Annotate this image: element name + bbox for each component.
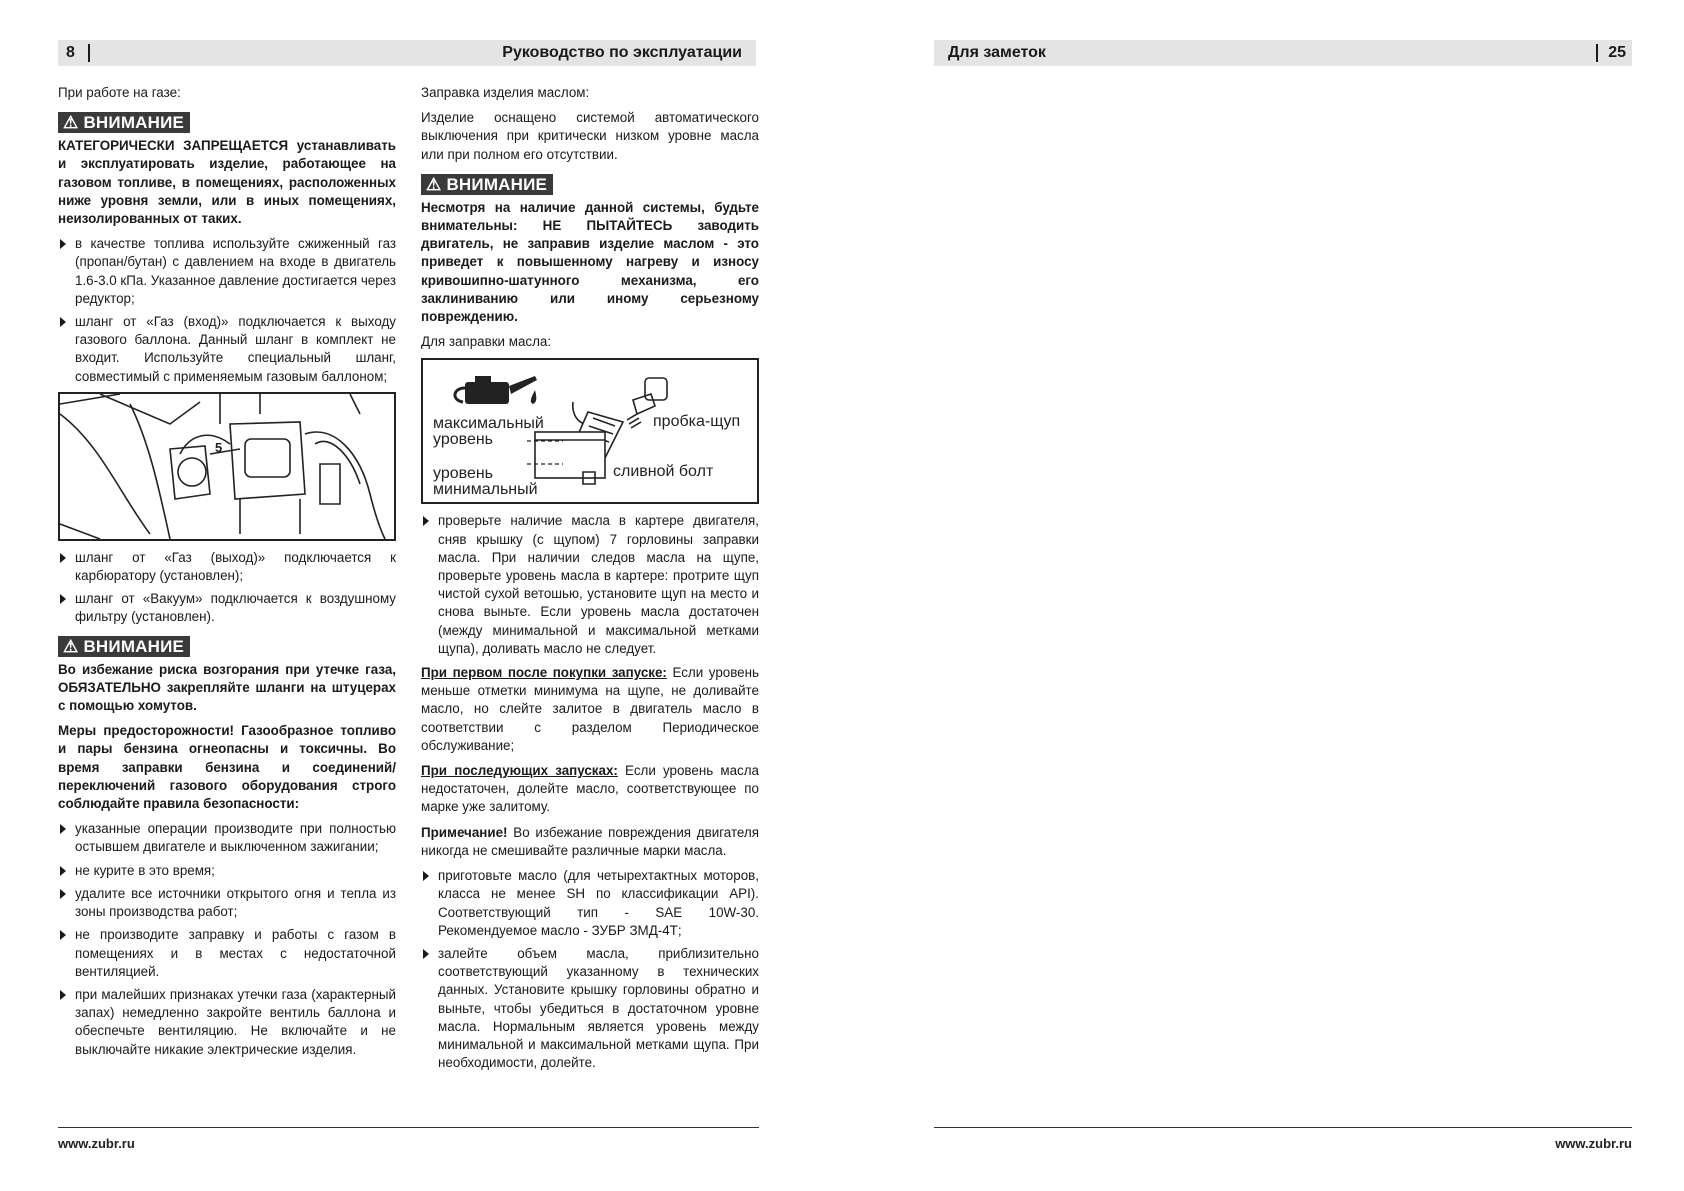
list-item: шланг от «Газ (выход)» подключается к карбюратору (установлен); bbox=[58, 549, 396, 585]
right-footer-url[interactable]: www.zubr.ru bbox=[1555, 1136, 1632, 1151]
list-item: указанные операции производите при полностью остывшем двигателе и выключенном зажигании; bbox=[58, 820, 396, 856]
warning-badge-2: ⚠ ВНИМАНИЕ bbox=[58, 636, 190, 657]
list-item: залейте объем масла, приблизительно соответствующий указанному в технических данных. Установите крышку горловины обратно и выньте, чтобы убедиться в достаточном уровне масла. Нормальным является уровень между минимальной и максимальной метками щупа. При необходимости, долейте. bbox=[421, 945, 759, 1072]
bullets-c bbox=[58, 820, 396, 1058]
list-item: в качестве топлива используйте сжиженный газ (пропан/бутан) с давлением на входе в двигатель 1.6-3.0 кПа. Указанное давление достигается через редуктор; bbox=[58, 235, 396, 308]
list-item: шланг от «Газ (вход)» подключается к выходу газового баллона. Данный шланг в комплект не входит. Используйте специальный шланг, совместимый с применяемым газовым баллоном; bbox=[58, 313, 396, 386]
warning-triangle-icon: ⚠ bbox=[63, 113, 79, 133]
warning-triangle-icon: ⚠ bbox=[63, 636, 79, 656]
label-plug: пробка-щуп bbox=[653, 413, 741, 431]
right-header-title: Для заметок bbox=[948, 44, 1046, 61]
left-header-title: Руководство по эксплуатации bbox=[502, 44, 742, 61]
note-para: Примечание! Во избежание повреждения двигателя никогда не смешивайте различные марки масла. bbox=[421, 824, 759, 858]
list-item: шланг от «Вакуум» подключается к воздушному фильтру (установлен). bbox=[58, 590, 396, 626]
oil-para-1: Изделие оснащено системой автоматического выключения при критически низком уровне масла или при полном его отсутствии. bbox=[421, 110, 759, 162]
list-item: удалите все источники открытого огня и тепла из зоны производства работ; bbox=[58, 885, 396, 921]
right-column bbox=[421, 84, 759, 1078]
gas-connection-illustration bbox=[60, 394, 394, 539]
right-header-separator bbox=[1596, 44, 1598, 62]
warning-triangle-icon: ⚠ bbox=[426, 174, 442, 194]
caution-text: Меры предосторожности! Газообразное топливо и пары бензина огнеопасны и токсичны. Во время заправки бензина и соединений/переключений газового оборудования строго соблюдайте правила безопасности: bbox=[58, 723, 396, 812]
label-min-2: минимальный bbox=[433, 481, 538, 499]
gas-connection-figure bbox=[58, 392, 396, 541]
oil-level-diagram bbox=[423, 360, 757, 502]
left-footer-url[interactable]: www.zubr.ru bbox=[58, 1136, 135, 1151]
right-header-bar bbox=[934, 40, 1632, 66]
first-start-para: При первом после покупки запуске: Если уровень меньше отметки минимума на щупе, не доливайте масло, но слейте залитое в двигатель масло в соответствии с разделом Периодическое обслуживание; bbox=[421, 665, 759, 753]
left-column bbox=[58, 84, 396, 1065]
warning-3-text: Несмотря на наличие данной системы, будьте внимательны: НЕ ПЫТАЙТЕСЬ заводить двигатель, не заправив изделие маслом - это приведет к повышенному нагреву и износу кривошипно-шатунного механизма, его заклиниванию или иному серьезному повреждению. bbox=[421, 199, 759, 325]
left-footer-line bbox=[58, 1127, 759, 1128]
left-header-separator bbox=[88, 44, 90, 62]
oil-heading: Заправка изделия маслом: bbox=[421, 85, 590, 100]
bullets-b bbox=[58, 549, 396, 627]
left-page-number: 8 bbox=[66, 44, 75, 61]
list-item: не производите заправку и работы с газом в помещениях и в местах с недостаточной вентиляцией. bbox=[58, 926, 396, 981]
warning-2-text: Во избежание риска возгорания при утечке газа, ОБЯЗАТЕЛЬНО закрепляйте шланги на штуцерах с помощью хомутов. bbox=[58, 661, 396, 714]
label-min-1: уровень bbox=[433, 465, 494, 483]
list-item: не курите в это время; bbox=[58, 862, 396, 880]
label-max-2: уровень bbox=[433, 431, 494, 449]
left-header-bar bbox=[58, 40, 756, 66]
warning-1-text: КАТЕГОРИЧЕСКИ ЗАПРЕЩАЕТСЯ устанавливать и эксплуатировать изделие, работающее на газовом топливе, в помещениях, расположенных ниже уровня земли, или в иных помещениях, неизолированных от таких. bbox=[58, 138, 396, 227]
gas-intro: При работе на газе: bbox=[58, 85, 181, 100]
list-item: при малейших признаках утечки газа (характерный запах) немедленно закройте вентиль баллона и обеспечьте вентиляцию. Не включайте и не выключайте никакие электрические изделия. bbox=[58, 986, 396, 1059]
oil-intro: Для заправки масла: bbox=[421, 334, 552, 350]
warning-badge-3: ⚠ ВНИМАНИЕ bbox=[421, 174, 553, 195]
list-item: приготовьте масло (для четырехтактных моторов, класса не менее SH по классификации API). Соответствующий тип - SAE 10W-30. Рекомендуемое масло - ЗУБР ЗМД-4Т; bbox=[421, 867, 759, 940]
figure-callout-5: 5 bbox=[215, 439, 223, 455]
warning-badge-1: ⚠ ВНИМАНИЕ bbox=[58, 112, 190, 133]
bullets-a bbox=[58, 235, 396, 386]
list-item: проверьте наличие масла в картере двигателя, сняв крышку (с щупом) 7 горловины заправки масла. При наличии следов масла на щупе, проверьте уровень масла в картере: протрите щуп чистой сухой ветошью, установите щуп на место и снова выньте. Если уровень масла достаточен (между минимальной и максимальной метками щупа), доливать масло не следует. bbox=[421, 512, 759, 658]
right-footer-line bbox=[934, 1127, 1632, 1128]
next-start-para: При последующих запусках: Если уровень масла недостаточен, долейте масло, соответствующее по марке уже залитому. bbox=[421, 763, 759, 815]
oil-level-figure bbox=[421, 358, 759, 504]
oil-can-icon bbox=[455, 376, 537, 404]
label-max-1: максимальный bbox=[433, 415, 544, 433]
label-drain: сливной болт bbox=[613, 463, 714, 481]
right-page-number: 25 bbox=[1608, 44, 1626, 61]
bullets-final bbox=[421, 867, 759, 1072]
bullet-check bbox=[421, 512, 759, 658]
